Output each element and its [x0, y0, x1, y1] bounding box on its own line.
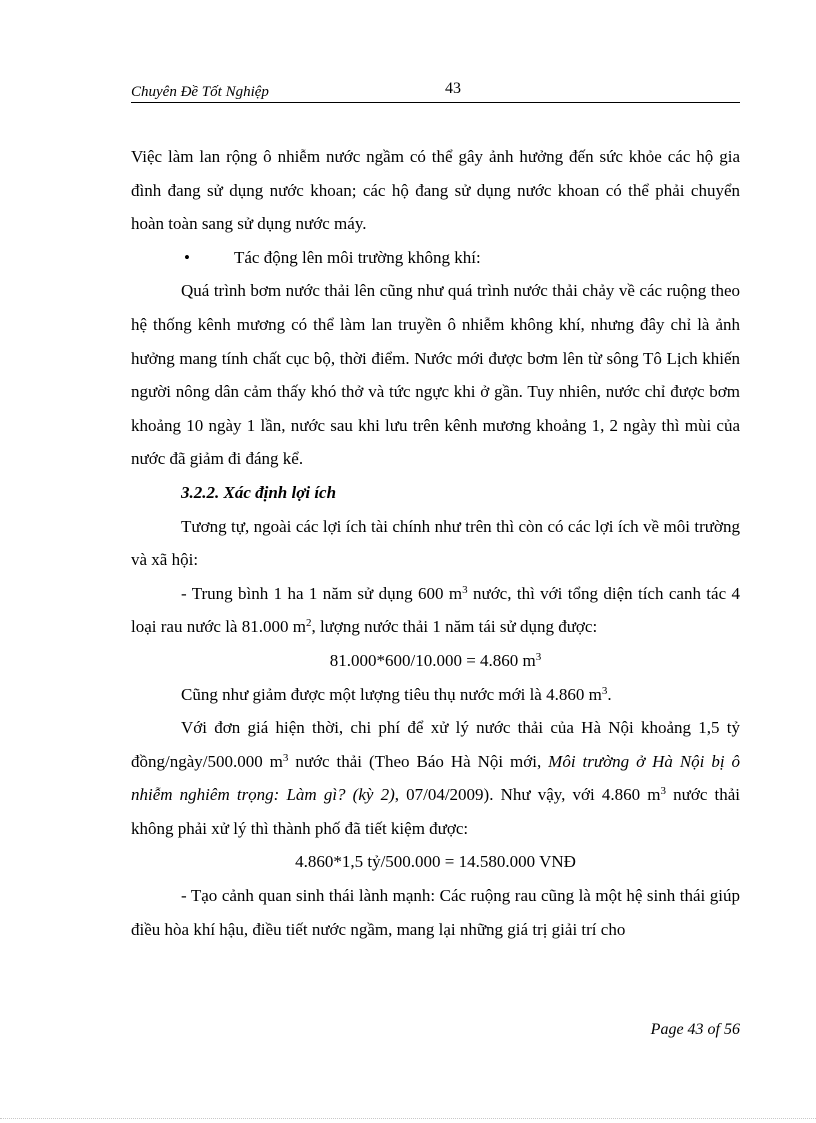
- superscript: 3: [282, 751, 289, 764]
- page-header: [131, 80, 740, 103]
- text-segment: , lượng nước thải 1 năm tái sử dụng được:: [311, 617, 598, 637]
- paragraph-water-usage: [131, 577, 740, 644]
- paragraph-groundwater: Việc làm lan rộng ô nhiễm nước ngầm có thể gây ảnh hưởng đến sức khỏe các hộ gia đình đang sử dụng nước khoan; các hộ đang sử dụng nước khoan có thể phải chuyển hoàn toàn sang sử dụng nước máy.: [131, 147, 740, 234]
- text-segment: nước, thì với tổng diện tích canh tác 4 loại rau nước là 81.000 m: [131, 583, 740, 637]
- superscript: 3: [601, 684, 608, 697]
- header-page-number: 43: [445, 80, 461, 97]
- page-bottom-divider: [0, 1118, 816, 1120]
- bullet-item-air: [131, 241, 740, 275]
- superscript: 3: [660, 785, 666, 798]
- text-segment: Cũng như giảm được một lượng tiêu thụ nước mới là 4.860 m: [181, 684, 602, 704]
- formula-cost-saving: 4.860*1,5 tỷ/500.000 = 14.580.000 VNĐ: [295, 852, 576, 872]
- text-segment: , 07/04/2009). Như vậy, với 4.860 m: [394, 785, 661, 805]
- formula-water-volume: [131, 644, 740, 678]
- text-segment: nước thải không phải xử lý thì thành phố đã tiết kiệm được:: [131, 785, 740, 838]
- footer-page-label: Page 43 of 56: [650, 1021, 740, 1038]
- bullet-icon: •: [184, 247, 190, 267]
- citation-title: Môi trường ở Hà Nội bị ô nhiễm nghiêm trọng: Làm gì? (kỳ 2): [131, 751, 740, 805]
- bullet-text: Tác động lên môi trường không khí:: [234, 247, 481, 267]
- paragraph-air-impact: Quá trình bơm nước thải lên cũng như quá trình nước thải chảy về các ruộng theo hệ thống kênh mương có thể làm lan truyền ô nhiễm không khí, nhưng đây chỉ là ảnh hưởng mang tính chất cục bộ, thời điểm. Nước mới được bơm lên từ sông Tô Lịch khiến người nông dân cảm thấy khó thở và tức ngực khi ở gần. Tuy nhiên, nước chỉ được bơm khoảng 10 ngày 1 lần, nước sau khi lưu trên kênh mương khoảng 1, 2 ngày thì mùi của nước đã giảm đi đáng kể.: [131, 281, 740, 469]
- paragraph-water-saving: [131, 678, 740, 712]
- text-segment: .: [607, 684, 612, 704]
- header-title: Chuyên Đề Tốt Nghiệp: [131, 84, 269, 100]
- formula-text: 81.000*600/10.000 = 4.860 m: [329, 650, 536, 670]
- text-segment: Với đơn giá hiện thời, chi phí để xử lý nước thải của Hà Nội khoảng 1,5 tỷ đồng/ngày/500.000 m: [131, 718, 740, 771]
- document-body: [131, 140, 740, 946]
- paragraph-landscape: - Tạo cảnh quan sinh thái lành mạnh: Các ruộng rau cũng là một hệ sinh thái giúp điều hòa khí hậu, điều tiết nước ngầm, mang lại những giá trị giải trí cho: [131, 886, 740, 939]
- paragraph-treatment-cost: [131, 711, 740, 845]
- superscript: 3: [462, 583, 468, 596]
- superscript: 3: [535, 650, 542, 663]
- text-segment: - Trung bình 1 ha 1 năm sử dụng 600 m: [181, 583, 463, 603]
- superscript: 2: [305, 617, 312, 630]
- text-segment: nước thải (Theo Báo Hà Nội mới,: [288, 751, 549, 771]
- paragraph-benefits-intro: Tương tự, ngoài các lợi ích tài chính như trên thì còn có các lợi ích về môi trường và xã hội:: [131, 516, 740, 570]
- section-heading: 3.2.2. Xác định lợi ích: [181, 482, 337, 502]
